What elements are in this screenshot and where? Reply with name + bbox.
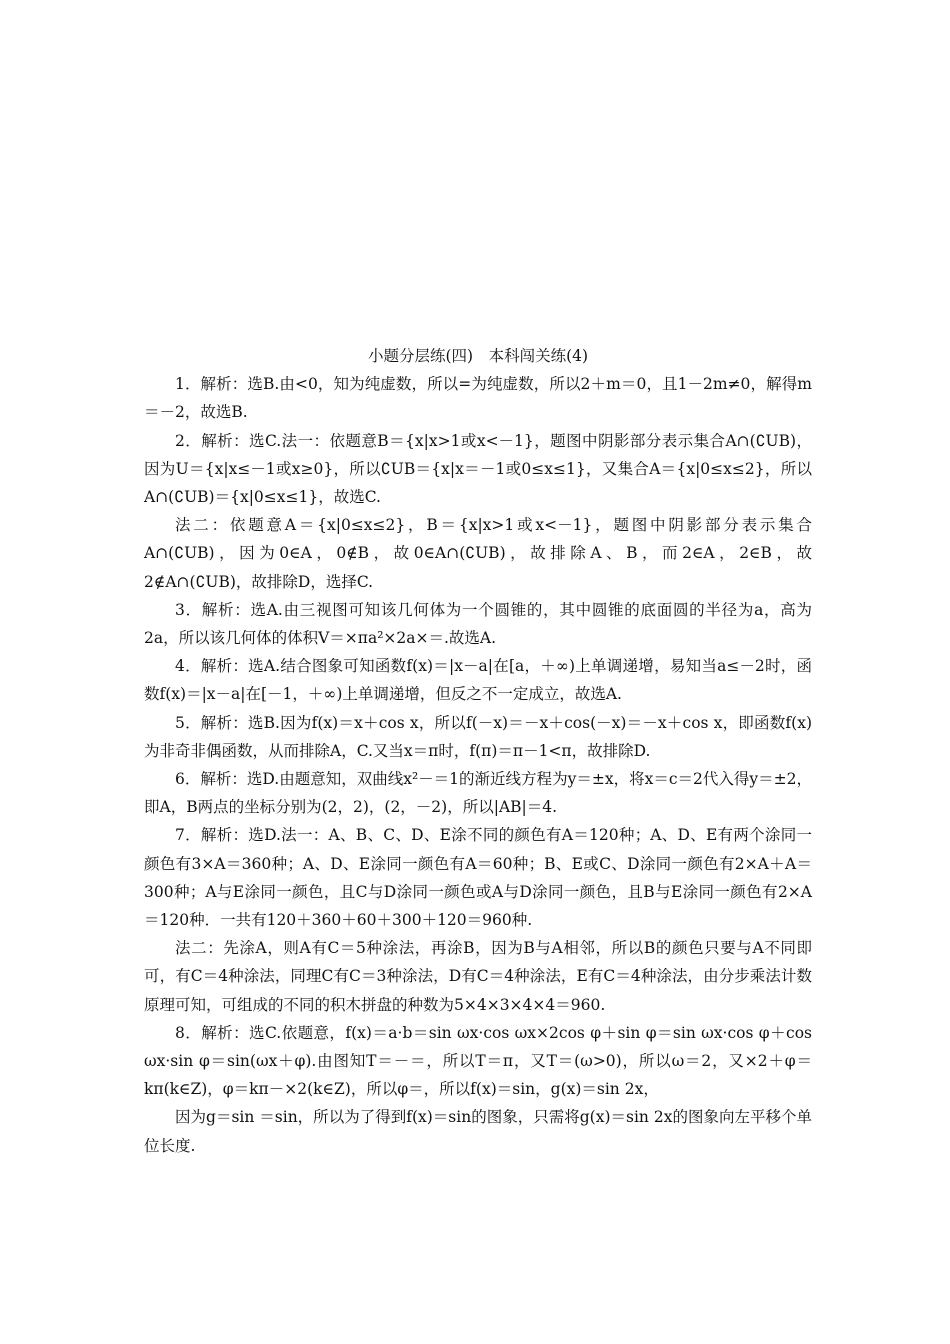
- paragraph-7: 6．解析：选D.由题意知，双曲线x²－＝1的渐近线方程为y＝±x，将x＝c＝2代入得y＝±2，即A，B两点的坐标分别为(2，2)，(2，－2)，所以|AB|＝4.: [144, 770, 812, 817]
- page-title: 小题分层练(四) 本科闯关练(4): [367, 347, 589, 365]
- paragraph-1: 1．解析：选B.由<0，知为纯虚数，所以=为纯虚数，所以2＋m＝0，且1－2m≠0，解得m＝－2，故选B.: [144, 375, 812, 422]
- paragraph-11: 因为g＝sin ＝sin，所以为了得到f(x)＝sin的图象，只需将g(x)＝sin 2x的图象向左平移个单位长度.: [144, 1108, 812, 1155]
- paragraph-2: 2．解析：选C.法一：依题意B＝{x|x>1或x<－1}，题图中阴影部分表示集合A∩(∁UB)，因为U＝{x|x≤－1或x≥0}，所以∁UB＝{x|x＝－1或0≤x≤1}，又集合A＝{x|0≤x≤2}，所以A∩(∁UB)＝{x|0≤x≤1}，故选C.: [144, 431, 812, 507]
- paragraph-9: 法二：先涂A，则A有C＝5种涂法，再涂B，因为B与A相邻，所以B的颜色只要与A不同即可，有C＝4种涂法，同理C有C＝3种涂法，D有C＝4种涂法，E有C＝4种涂法，由分步乘法计数原理可知，可组成的不同的积木拼盘的种数为5×4×3×4×4＝960.: [144, 939, 812, 1014]
- paragraph-5: 4．解析：选A.结合图象可知函数f(x)＝|x－a|在[a，＋∞)上单调递增，易知当a≤－2时，函数f(x)＝|x－a|在[－1，＋∞)上单调递增，但反之不一定成立，故选A.: [144, 657, 812, 704]
- paragraph-10: 8．解析：选C.依题意，f(x)＝a·b＝sin ωx·cos ωx×2cos φ＋sin φ＝sin ωx·cos φ＋cos ωx·sin φ＝sin(ωx＋φ).由图知T＝－＝，所以T＝π，又T＝(ω>0)，所以ω＝2，又×2＋φ＝kπ(k∈Z)，φ＝kπ－×2(k∈Z)，所以φ＝，所以f(x)＝sin，g(x)＝sin 2x，: [144, 1023, 812, 1099]
- document-page: [144, 342, 812, 1160]
- paragraph-4: 3．解析：选A.由三视图可知该几何体为一个圆锥的，其中圆锥的底面圆的半径为a，高为2a，所以该几何体的体积V＝×πa²×2a×＝.故选A.: [144, 600, 812, 648]
- paragraph-8: 7．解析：选D.法一：A、B、C、D、E涂不同的颜色有A＝120种；A、D、E有两个涂同一颜色有3×A＝360种；A、D、E涂同一颜色有A＝60种；B、E或C、D涂同一颜色有2×A＋A＝300种；A与E涂同一颜色，且C与D涂同一颜色或A与D涂同一颜色，且B与E涂同一颜色有2×A＝120种．一共有120＋360＋60＋300＋120＝960种.: [144, 826, 812, 930]
- paragraph-3: 法二：依题意A＝{x|0≤x≤2}，B＝{x|x>1或x<－1}，题图中阴影部分表示集合A∩(∁UB)，因为0∈A，0∉B，故0∈A∩(∁UB)，故排除A、B，而2∈A，2∈B，故2∉A∩(∁UB)，故排除D，选择C.: [144, 516, 813, 591]
- paragraph-6: 5．解析：选B.因为f(x)＝x＋cos x，所以f(－x)＝－x＋cos(－x)＝－x＋cos x，即函数f(x)为非奇非偶函数，从而排除A，C.又当x＝π时，f(π)＝π－1<π，故排除D.: [144, 713, 812, 760]
